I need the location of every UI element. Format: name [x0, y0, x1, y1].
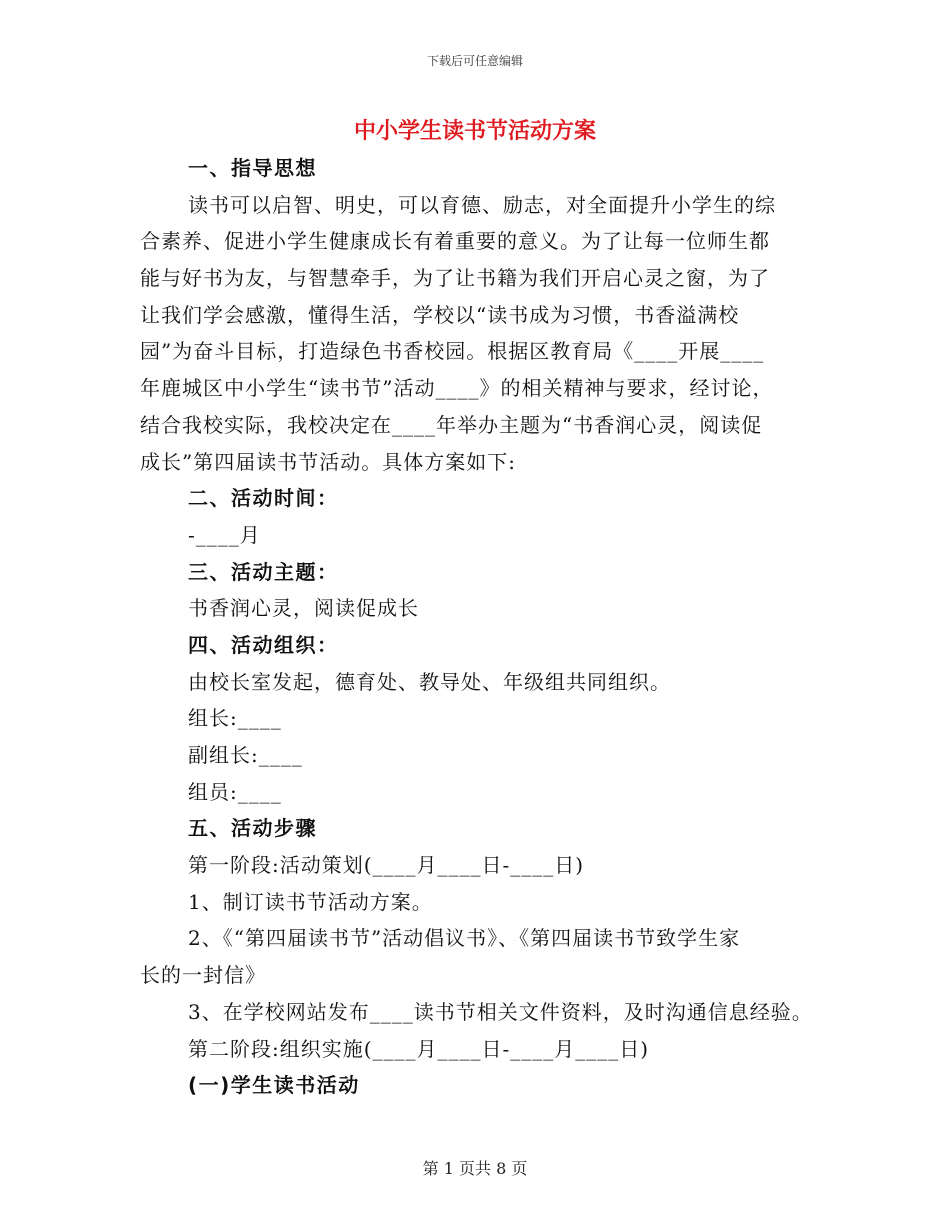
- section-heading: 一、指导思想: [188, 156, 317, 180]
- page-header-note: 下载后可任意编辑: [426, 54, 523, 68]
- paragraph-line: 园”为奋斗目标，打造绿色书香校园。根据区教育局《____开展____: [140, 339, 765, 364]
- paragraph-line: 合素养、促进小学生健康成长有着重要的意义。为了让每一位师生都: [140, 229, 770, 254]
- paragraph-line: 年鹿城区中小学生“读书节”活动____》的相关精神与要求，经讨论，: [140, 376, 774, 401]
- section-heading: 二、活动时间：: [188, 486, 339, 511]
- section-heading: 四、活动组织：: [188, 632, 339, 657]
- section-heading: 三、活动主题：: [188, 559, 339, 584]
- paragraph-line: 1、制订读书节活动方案。: [188, 889, 433, 914]
- paragraph-line: 成长”第四届读书节活动。具体方案如下:: [140, 449, 516, 474]
- paragraph-line: 第二阶段:组织实施(____月____日-____月____日): [188, 1036, 650, 1061]
- paragraph-line: 组长:____: [188, 706, 282, 731]
- section-heading: (一)学生读书活动: [188, 1073, 360, 1098]
- paragraph-line: 副组长:____: [188, 743, 303, 767]
- paragraph-line: 2、《“第四届读书节”活动倡议书》、《第四届读书节致学生家: [188, 926, 741, 951]
- paragraph-line: 读书可以启智、明史，可以育德、励志，对全面提升小学生的综: [188, 192, 776, 217]
- page-footer-page-number: 第 1 页共 8 页: [422, 1159, 528, 1178]
- paragraph-line: -____月: [188, 522, 261, 547]
- section-heading: 五、活动步骤: [188, 816, 317, 841]
- document-title: 中小学生读书节活动方案: [353, 119, 596, 144]
- paragraph-line: 组员:____: [188, 779, 282, 804]
- paragraph-line: 能与好书为友，与智慧牵手，为了让书籍为我们开启心灵之窗，为了: [140, 266, 770, 291]
- paragraph-line: 长的一封信》: [140, 963, 266, 988]
- paragraph-line: 第一阶段:活动策划(____月____日-____日): [188, 853, 585, 878]
- paragraph-line: 让我们学会感激，懂得生活，学校以“读书成为习惯，书香溢满校: [140, 302, 740, 327]
- paragraph-line: 书香润心灵，阅读促成长: [188, 596, 419, 621]
- paragraph-line: 3、在学校网站发布____读书节相关文件资料，及时沟通信息经验。: [188, 999, 813, 1024]
- paragraph-line: 结合我校实际，我校决定在____年举办主题为“书香润心灵，阅读促: [140, 412, 763, 437]
- paragraph-line: 由校长室发起，德育处、教导处、年级组共同组织。: [188, 669, 671, 694]
- document-body: [140, 150, 820, 1104]
